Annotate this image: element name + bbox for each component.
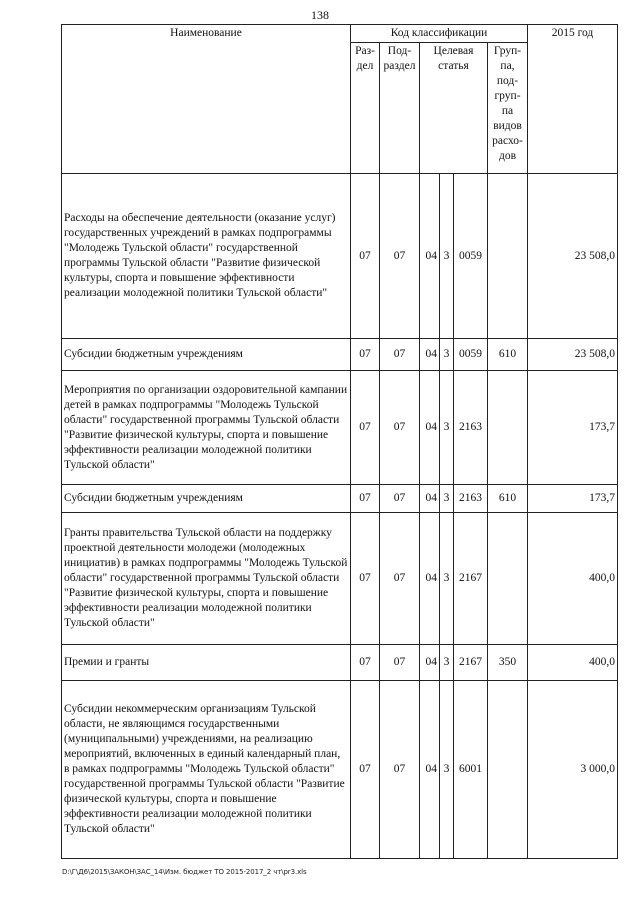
table-row: [62, 513, 618, 645]
row-expense-type: [488, 371, 528, 485]
row-name: Расходы на обеспечение деятельности (оказание услуг) государственных учреждений в рамках подпрограммы "Молодежь Тульской области" государственной программы Тульской области "Развитие физической культуры, спорта и повышение эффективности реализации молодежной политики Тульской области": [62, 174, 351, 339]
row-expense-type: [488, 174, 528, 339]
row-amount: 23 508,0: [528, 339, 618, 371]
row-target-part3: 2167: [454, 645, 488, 681]
row-target-part3: 6001: [454, 681, 488, 859]
row-section: 07: [351, 339, 380, 371]
row-section: 07: [351, 485, 380, 513]
row-amount: 400,0: [528, 645, 618, 681]
table-row: [62, 485, 618, 513]
table-row: [62, 174, 618, 339]
row-target-part1: 04: [420, 339, 440, 371]
row-target-part3: 2163: [454, 371, 488, 485]
row-amount: 3 000,0: [528, 681, 618, 859]
page-number: 138: [311, 8, 329, 22]
row-expense-type: 350: [488, 645, 528, 681]
row-section: 07: [351, 681, 380, 859]
table-row: [62, 645, 618, 681]
table-header: [62, 25, 618, 174]
row-target-part2: 3: [440, 485, 454, 513]
row-target-part2: 3: [440, 339, 454, 371]
row-name: Мероприятия по организации оздоровительной кампании детей в рамках подпрограммы "Молодежь Тульской области" государственной программы Тульской области "Развитие физической культуры, спорта и повышение эффективности реализации молодежной политики Тульской области": [62, 371, 351, 485]
table-row: [62, 339, 618, 371]
row-subsection: 07: [380, 174, 420, 339]
row-section: 07: [351, 371, 380, 485]
row-target-part2: 3: [440, 371, 454, 485]
row-target-part1: 04: [420, 485, 440, 513]
row-target-part2: 3: [440, 681, 454, 859]
row-amount: 173,7: [528, 485, 618, 513]
row-expense-type: 610: [488, 485, 528, 513]
row-name: Субсидии бюджетным учреждениям: [62, 339, 351, 371]
row-target-part3: 2163: [454, 485, 488, 513]
header-subsection: Под-раздел: [380, 43, 420, 174]
row-subsection: 07: [380, 485, 420, 513]
footer-file-path: D:\Г\Д6\2015\ЗАКОН\ЗАС_14\Изм. бюджет ТО 2015-2017_2 чт\pr3.xls: [62, 868, 307, 876]
row-target-part2: 3: [440, 513, 454, 645]
row-name: Субсидии некоммерческим организациям Тульской области, не являющимся государственными (муниципальными) учреждениями, на реализацию мероприятий, включенных в единый календарный план, в рамках подпрограммы "Молодежь Тульской области" государственной программы Тульской области "Развитие физической культуры, спорта и повышение эффективности реализации молодежной политики Тульской области": [62, 681, 351, 859]
row-section: 07: [351, 513, 380, 645]
row-name: Гранты правительства Тульской области на поддержку проектной деятельности молодежи (молодежных инициатив) в рамках подпрограммы "Молодежь Тульской области" государственной программы Тульской области "Развитие физической культуры, спорта и повышение эффективности реализации молодежной политики Тульской области": [62, 513, 351, 645]
row-subsection: 07: [380, 371, 420, 485]
row-amount: 23 508,0: [528, 174, 618, 339]
row-target-part1: 04: [420, 681, 440, 859]
table-row: [62, 371, 618, 485]
row-section: 07: [351, 174, 380, 339]
row-name: Субсидии бюджетным учреждениям: [62, 485, 351, 513]
row-target-part1: 04: [420, 174, 440, 339]
header-code-group: Код классификации: [351, 25, 528, 43]
row-target-part1: 04: [420, 645, 440, 681]
table-row: [62, 681, 618, 859]
row-amount: 400,0: [528, 513, 618, 645]
row-subsection: 07: [380, 681, 420, 859]
header-name: Наименование: [62, 25, 351, 174]
row-target-part1: 04: [420, 513, 440, 645]
row-subsection: 07: [380, 645, 420, 681]
row-target-part3: 0059: [454, 174, 488, 339]
row-subsection: 07: [380, 513, 420, 645]
row-subsection: 07: [380, 339, 420, 371]
header-expense-type: Груп-па, под-груп-па видов расхо-дов: [488, 43, 528, 174]
row-target-part3: 0059: [454, 339, 488, 371]
row-target-part1: 04: [420, 371, 440, 485]
budget-table: [61, 24, 618, 859]
row-target-part3: 2167: [454, 513, 488, 645]
row-section: 07: [351, 645, 380, 681]
row-amount: 173,7: [528, 371, 618, 485]
row-name: Премии и гранты: [62, 645, 351, 681]
header-target: Целевая статья: [420, 43, 488, 174]
row-expense-type: 610: [488, 339, 528, 371]
row-target-part2: 3: [440, 645, 454, 681]
header-section: Раз-дел: [351, 43, 380, 174]
row-expense-type: [488, 681, 528, 859]
row-target-part2: 3: [440, 174, 454, 339]
header-year: 2015 год: [528, 25, 618, 174]
row-expense-type: [488, 513, 528, 645]
